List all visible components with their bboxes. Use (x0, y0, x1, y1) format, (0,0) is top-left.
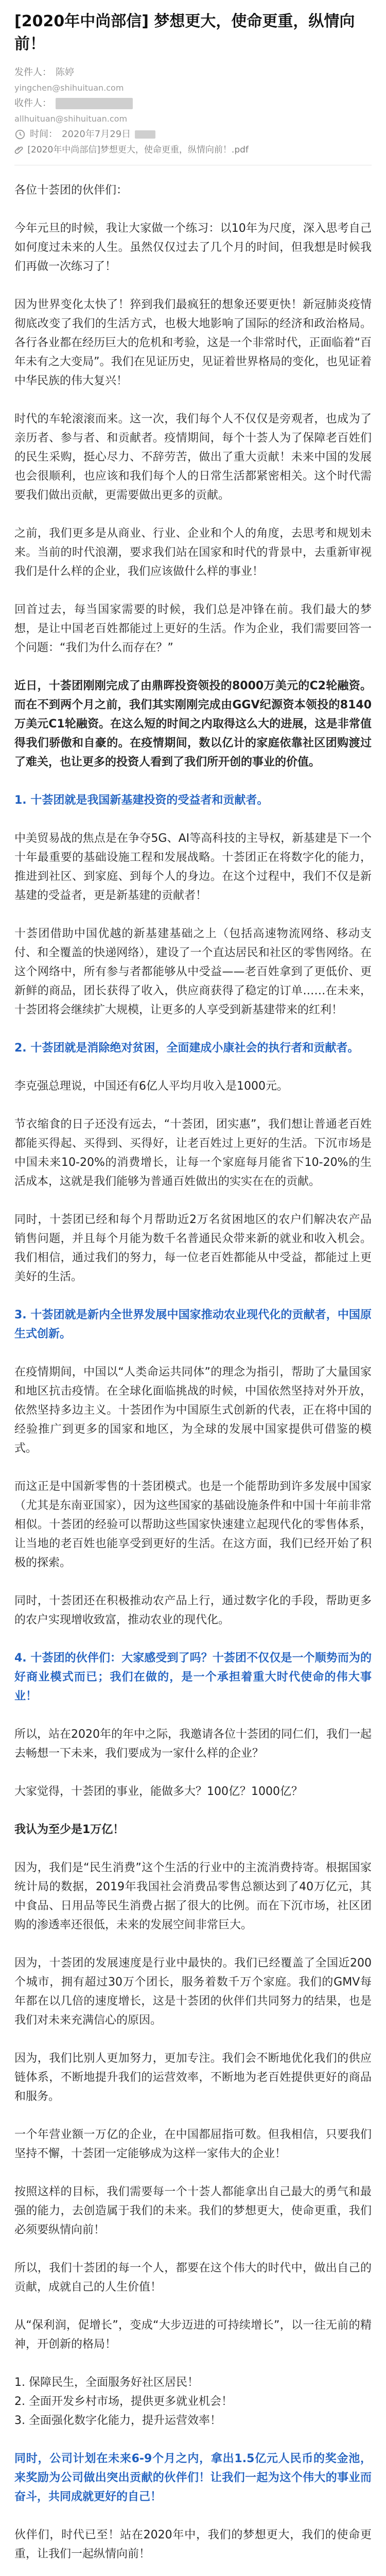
paragraph: 一个年营业额一万亿的企业，在中国都屈指可数。但我相信，只要我们坚持不懈，十荟团一定能够成为这样一家伟大的企业！ (14, 2128, 372, 2160)
paragraph-bold: 近日，十荟团刚刚完成了由鼎晖投资领投的8000万美元的C2轮融资。而在不到两个月之前，我们其实刚刚完成由GGV纪源资本领投的8140万美元C1轮融资。在这么短的时间之内取得这么大的进展，这是非常值得我们骄傲和自豪的。在疫情期间，数以亿计的家庭依靠社区团购渡过了难关，也让更多的投资人看到了我们所开创的事业的价值。 (14, 680, 372, 769)
section-heading-3: 3. 十荟团就是新内全世界发展中国家推动农业现代化的贡献者，中国原生式创新。 (14, 1309, 372, 1341)
clock-icon (14, 129, 26, 140)
redacted-recipient (56, 98, 133, 109)
paragraph: 按照这样的目标，我们需要每一个十荟人都能拿出自己最大的勇气和最强的能力，去创造属于我们的未来。我们的梦想更大，使命更重，我们必须要纵情向前！ (14, 2185, 372, 2236)
paperclip-icon (14, 145, 25, 155)
paragraph: 在疫情期间，中国以“人类命运共同体”的理念为指引，帮助了大量国家和地区抗击疫情。在全球化面临挑战的时候，中国依然坚持对外开放，依然坚持多边主义。十荟团作为中国原生式创新的代表，正在将中国的经验推广到更多的国家和地区，为全球的发展中国家提供可借鉴的模式。 (14, 1366, 372, 1455)
sender-email-row (14, 80, 372, 96)
paragraph: 李克强总理说，中国还有6亿人平均月收入是1000元。 (14, 1080, 288, 1093)
time-value: 2020年7月29日 (62, 129, 131, 140)
letter-body (14, 181, 372, 2576)
list-item: 2. 全面开发乡村市场，提供更多就业机会！ (14, 2395, 233, 2408)
paragraph: 同时，十荟团还在积极推动农产品上行，通过数字化的手段，帮助更多的农户实现增收致富，推动农业的现代化。 (14, 1595, 372, 1626)
attachment-name[interactable]: [2020年中尚部信]梦想更大，使命更重，纵情向前！.pdf (27, 145, 249, 155)
time-row (14, 127, 372, 142)
section-heading-5: 从“保利润，促增长”，变成“大步迈进的可持续增长”，以一往无前的精神，开创新的格局！ (14, 2319, 372, 2351)
recipients-label: 收件人： (14, 98, 51, 109)
email-meta (14, 65, 372, 165)
bonus-paragraph: 同时，公司计划在未来6-9个月之内，拿出1.5亿元人民币的奖金池，来奖励为公司做出突出贡献的伙伴们！让我们一起为这个伟大的事业而奋斗，共同成就更好的自己！ (14, 2452, 372, 2503)
section-heading-1: 1. 十荟团就是我国新基建投资的受益者和贡献者。 (14, 794, 269, 807)
list-item: 1. 保障民生，全面服务好社区居民！ (14, 2376, 199, 2389)
paragraph-bold: 我认为至少是1万亿！ (14, 1823, 125, 1836)
paragraph: 所以，站在2020年的年中之际，我邀请各位十荟团的同仁们，我们一起去畅想一下未来，我们要成为一家什么样的企业？ (14, 1728, 372, 1760)
paragraph: 之前，我们更多是从商业、行业、企业和个人的角度，去思考和规划未来。当前的时代浪潮，要求我们站在国家和时代的背景中，去重新审视我们是什么样的企业，我们应该做什么样的事业！ (14, 527, 372, 578)
section-heading-2: 2. 十荟团就是消除绝对贫困，全面建成小康社会的执行者和贡献者。 (14, 1042, 359, 1055)
paragraph: 回首过去，每当国家需要的时候，我们总是冲锋在前。我们最大的梦想，是让中国老百姓都能过上更好的生活。作为企业，我们需要回答一个问题：“我们为什么而存在？” (14, 603, 372, 654)
sender-label: 发件人： (14, 67, 51, 78)
recipients-row (14, 96, 372, 111)
greeting: 各位十荟团的伙伴们： (14, 184, 128, 197)
sender-name[interactable]: 陈婷 (56, 67, 74, 78)
paragraph: 因为，我们比别人更加努力，更加专注。我们会不断地优化我们的供应链体系，不断地提升我们的运营效率，不断地为老百姓提供更好的商品和服务。 (14, 2052, 372, 2103)
paragraph: 中美贸易战的焦点是在争夺5G、AI等高科技的主导权，新基建是下一个十年最重要的基础设施工程和发展战略。十荟团正在将数字化的能力，推进到社区、到家庭、到每个人的身边。在这个过程中，我们不仅是新基建的受益者，更是新基建的贡献者！ (14, 832, 372, 902)
paragraph: 今年元旦的时候，我让大家做一个练习：以10年为尺度，深入思考自己如何度过未来的人生。虽然仅仅过去了几个月的时间，但我想是时候我们再做一次练习了！ (14, 222, 372, 273)
paragraph: 因为，十荟团的发展速度是行业中最快的。我们已经覆盖了全国近200个城市，拥有超过30万个团长，服务着数千万个家庭。我们的GMV每年都在以几倍的速度增长，这是十荟团的伙伴们共同努力的结果，也是我们对未来充满信心的原因。 (14, 1957, 372, 2027)
paragraph: 大家觉得，十荟团的事业，能做多大？100亿？1000亿？ (14, 1785, 303, 1798)
list-item: 3. 全面强化数字化能力，提升运营效率！ (14, 2414, 221, 2427)
paragraph: 节衣缩食的日子还没有远去，“十荟团，团实惠”，我们想让普通老百姓都能买得起、买得到、买得好，让老百姓过上更好的生活。下沉市场是中国未来10-20%的消费增长，让每一个家庭每月能省下10-20%的生活成本，这就是我们能够为普通百姓做出的实实在在的贡献。 (14, 1118, 372, 1188)
paragraph: 时代的车轮滚滚而来。这一次，我们每个人不仅仅是旁观者，也成为了亲历者、参与者、和贡献者。疫情期间，每个十荟人为了保障老百姓们的民生采购，挺心尽力、不辞劳苦，做出了重大贡献！未来中国的发展也会很顺利，也应该和我们每个人的日常生活都紧密相关。这个时代需要我们做出贡献，更需要做出更多的贡献。 (14, 413, 372, 502)
time-label: 时间： (30, 129, 58, 140)
sender-row (14, 65, 372, 80)
recipients-email[interactable]: allhuituan@shihuituan.com (14, 114, 128, 124)
recipients-email-row (14, 111, 372, 127)
paragraph: 因为世界变化太快了！猝到我们最疯狂的想象还要更快！新冠肺炎疫情彻底改变了我们的生活方式，也极大地影响了国际的经济和政治格局。各行各业都在经历巨大的危机和考验，这是一个非常时代，正面临着“百年未有之大变局”。我们在见证历史，见证着世界格局的变化，也见证着中华民族的伟大复兴！ (14, 298, 372, 387)
paragraph: 所以，我们十荟团的每一个人，都要在这个伟大的时代中，做出自己的贡献，成就自己的人生价值！ (14, 2262, 372, 2294)
paragraph: 因为，我们是“民生消费”这个生活的行业中的主流消费持寄。根据国家统计局的数据，2019年我国社会消费品零售总额达到了40万亿元，其中食品、日用品等民生消费占据了很大的比例。而在下沉市场，社区团购的渗透率还很低，未来的发展空间非常巨大。 (14, 1861, 372, 1931)
attachment-row[interactable] (14, 142, 372, 158)
paragraph: 同时，十荟团已经和每个月帮助近2万名贫困地区的农户们解决农产品销售问题，并且每个月能为数千名普通民众带来新的就业和收入机会。我们相信，通过我们的努力，每一位老百姓都能从中受益，都能过上更美好的生活。 (14, 1213, 372, 1283)
closing-paragraph: 伙伴们，时代已至！站在2020年中，我们的梦想更大，我们的使命更重，让我们一起纵情向前！ (14, 2529, 372, 2561)
paragraph: 而这正是中国新零售的十荟团模式。也是一个能帮助到许多发展中国家（尤其是东南亚国家），因为这些国家的基础设施条件和中国十年前非常相似。十荟团的经验可以帮助这些国家快速建立起现代化的零售体系，让当地的老百姓也能享受到更好的生活。在这方面，我们已经开始了积极的探索。 (14, 1480, 372, 1569)
section-heading-4: 4. 十荟团的伙伴们：大家感受到了吗？十荟团不仅仅是一个顺势而为的好商业模式而已；我们在做的，是一个承担着重大时代使命的伟大事业！ (14, 1652, 372, 1703)
redacted-time (135, 130, 155, 139)
email-subject: [2020年中尚部信] 梦想更大，使命更重，纵情向前！ (14, 12, 355, 53)
plan-list (14, 2373, 372, 2430)
sender-email[interactable]: yingchen@shihuituan.com (14, 83, 124, 93)
paragraph: 十荟团借助中国优越的新基建基础之上（包括高速物流网络、移动支付、和全覆盖的快递网络），建设了一个直达居民和社区的零售网络。在这个网络中，所有参与者都能够从中受益——老百姓拿到了更低价、更新鲜的商品，团长获得了收入，供应商获得了稳定的订单……在未来，十荟团将会继续扩大规模，让更多的人享受到新基建带来的红利！ (14, 927, 372, 1016)
